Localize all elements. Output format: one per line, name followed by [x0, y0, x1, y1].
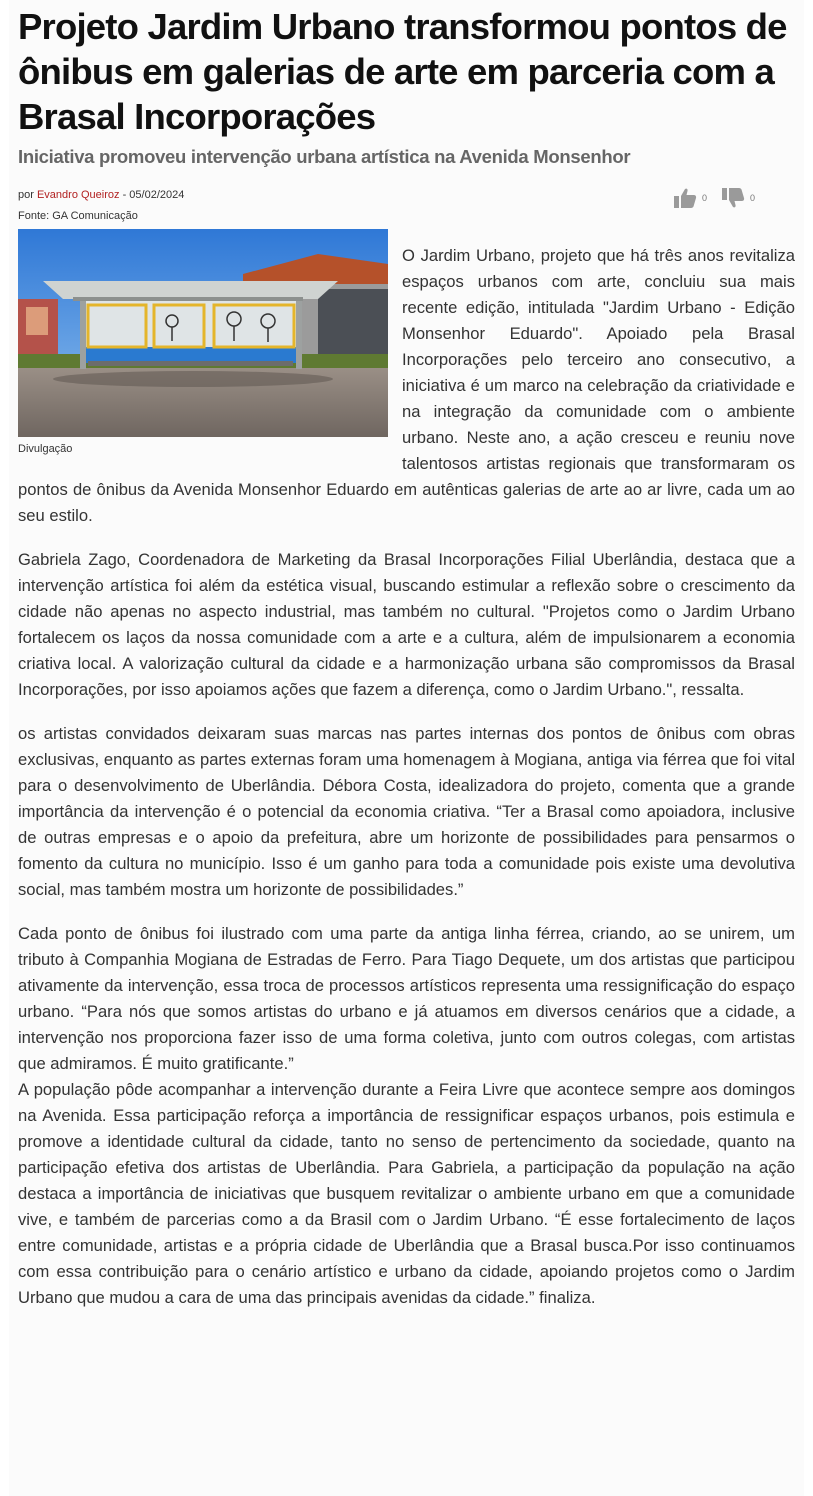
- byline: [18, 189, 184, 201]
- image-caption: Divulgação: [18, 443, 73, 455]
- dislike-count: 0: [749, 193, 755, 203]
- like-count: 0: [701, 193, 707, 203]
- article-subtitle: Iniciativa promoveu intervenção urbana artística na Avenida Monsenhor: [18, 146, 631, 167]
- article-page: [9, 0, 804, 1496]
- paragraph-1: O Jardim Urbano, projeto que há três anos revitaliza espaços urbanos com arte, concluiu sua mais recente edição, intitulada "Jardim Urbano - Edição Monsenhor Eduardo". Apoiado pela Brasal Incorporações pelo terceiro ano consecutivo, a iniciativa é um marco na celebração da criatividade e na integração da comunidade com o ambiente urbano. Neste ano, a ação cresceu e reuniu nove talentosos artistas regionais que transformaram os pontos de ônibus da Avenida Monsenhor Eduardo em autênticas galerias de arte ao ar livre, cada um ao seu estilo.: [18, 246, 795, 525]
- dislike-button[interactable]: [721, 187, 755, 209]
- publish-date: 05/02/2024: [129, 189, 185, 201]
- thumbs-up-icon: [673, 187, 697, 209]
- thumbs-down-icon: [721, 187, 745, 209]
- paragraph-2: Gabriela Zago, Coordenadora de Marketing da Brasal Incorporações Filial Uberlândia, destaca que a intervenção artística foi além da estética visual, buscando estimular a reflexão sobre o crescimento da cidade não apenas no aspecto industrial, mas também no cultural. "Projetos como o Jardim Urbano fortalecem os laços da nossa comunidade com a arte e a cultura, além de impulsionarem a economia criativa local. A valorização cultural da cidade e a harmonização urbana são compromissos da Brasal Incorporações, por isso apoiamos ações que fazem a diferença, como o Jardim Urbano.", ressalta.: [18, 550, 795, 699]
- article-body: [18, 227, 795, 1311]
- paragraph-4: Cada ponto de ônibus foi ilustrado com uma parte da antiga linha férrea, criando, ao se unirem, um tributo à Companhia Mogiana de Estradas de Ferro. Para Tiago Dequete, um dos artistas que participou ativamente da intervenção, essa troca de processos artísticos representa uma ressignificação do espaço urbano. “Para nós que somos artistas do urbano e já atuamos em diversos cenários que a cidade, a intervenção nos proporciona fazer isso de uma forma coletiva, junto com outros colegas, com artistas que admiramos. É muito gratificante.”: [18, 924, 795, 1073]
- bus-stop-photo[interactable]: [18, 229, 388, 437]
- date-separator: -: [119, 189, 130, 201]
- author-link[interactable]: Evandro Queiroz: [36, 189, 120, 201]
- article-figure: [18, 229, 388, 455]
- paragraph-5: A população pôde acompanhar a intervenção durante a Feira Livre que acontece sempre aos domingos na Avenida. Essa participação reforça a importância de ressignificar espaços urbanos, pois estimula e promove a identidade cultural da cidade, tanto no senso de pertencimento da sociedade, quanto na participação efetiva dos artistas de Uberlândia. Para Gabriela, a participação da população na ação destaca a importância de iniciativas que busquem revitalizar o ambiente urbano em que a comunidade vive, e também de parcerias como a da Brasil com o Jardim Urbano. “É esse fortalecimento de laços entre comunidade, artistas e a própria cidade de Uberlândia que a Brasal busca.Por isso continuamos com essa contribuição para o cenário artístico e urbano da cidade, apoiando projetos como o Jardim Urbano que mudou a cara de uma das principais avenidas da cidade.” finaliza.: [18, 1080, 795, 1307]
- paragraph-3: os artistas convidados deixaram suas marcas nas partes internas dos pontos de ônibus com obras exclusivas, enquanto as partes externas foram uma homenagem à Mogiana, antiga via férrea que foi vital para o desenvolvimento de Uberlândia. Débora Costa, idealizadora do projeto, comenta que a grande importância da intervenção é o potencial da economia criativa. “Ter a Brasal como apoiadora, inclusive de outras empresas e o apoio da prefeitura, abre um horizonte de possibilidades para pensarmos o fomento da cultura no município. Isso é um ganho para toda a comunidade pois existe uma devolutiva social, mas também mostra um horizonte de possibilidades.”: [18, 724, 795, 899]
- source-line: Fonte: GA Comunicação: [18, 210, 138, 222]
- like-button[interactable]: [673, 187, 707, 209]
- article-meta: [18, 187, 795, 227]
- vote-bar: [673, 187, 755, 209]
- byline-prefix: por: [18, 189, 37, 201]
- article-title: Projeto Jardim Urbano transformou pontos de ônibus em galerias de arte em parceria com a Brasal Incorporações: [18, 6, 787, 137]
